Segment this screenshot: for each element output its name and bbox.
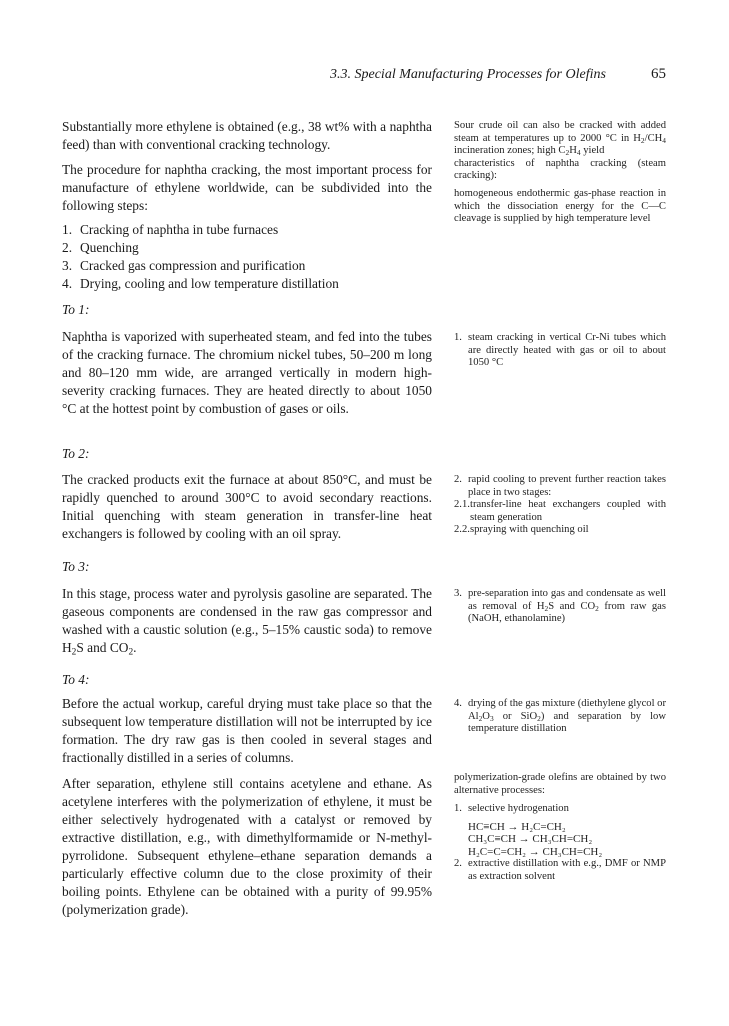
step-item: 2. Quenching bbox=[62, 240, 139, 255]
section-text-2: The cracked products exit the furnace at about 850°C, and must be rapidly quenched to around 300°C to avoid secondary reactions. Initial quenching with steam generation in transfer-line heat exchangers is followed by cooling with an oil spray. bbox=[62, 472, 432, 541]
section-4-paragraph-1: Before the actual workup, careful drying must take place so that the subsequent low temperature distillation will not be interrupted by ice formation. The dry raw gas is then cooled in several stages and fractionally distilled in a series of columns. bbox=[62, 696, 432, 765]
section-text-3: In this stage, process water and pyrolysis gasoline are separated. The gaseous components are condensed in the raw gas compressor and washed with a caustic solution (e.g., 5–15% caustic soda) to remove $H_2S$ and $CO_2$. bbox=[62, 586, 432, 658]
section-heading-4: To 4: bbox=[62, 672, 90, 687]
intro-paragraph-2: The procedure for naphtha cracking, the most important process for manufacture of ethylene worldwide, can be subdivided into the following steps: bbox=[62, 162, 432, 213]
sidenote-homogeneous: homogeneous endothermic gas-phase reaction in which the dissociation energy for the C—C cleavage is supplied by high temperature level bbox=[454, 187, 666, 225]
section-heading-2: To 2: bbox=[62, 446, 90, 461]
step-item: 4. Drying, cooling and low temperature distillation bbox=[62, 276, 339, 291]
section-text-4 bbox=[62, 695, 432, 919]
formula-propadiene: H₂C=C=CH₂ → CH₃CH=CH₂ bbox=[468, 845, 603, 858]
sidenote-5-intro: polymerization-grade olefins are obtained by two alternative processes: bbox=[454, 772, 666, 796]
section-4-paragraph-2: After separation, ethylene still contains acetylene and ethane. As acetylene interferes with the polymerization of ethylene, it must be either selectively hydrogenated with a catalyst or removed by extractive distillation, e.g., with dimethylformamide or N-methyl-pyrrolidone. Subsequent ethylene–ethane separation demands a particularly effective column due to the close proximity of their boiling points. Ethylene can be obtained with a purity of 99.95% (polymerization grade). bbox=[62, 776, 432, 917]
sidenote-4: 4. drying of the gas mixture (diethylene glycol or $Al_2O_3$ or SiO$_2$) and separation by low temperature distillation bbox=[454, 698, 667, 735]
section-text-1: Naphtha is vaporized with superheated steam, and fed into the tubes of the cracking furnace. The chromium nickel tubes, 50–200 m long and 80–120 mm wide, are arranged vertically in modern high-severity cracking furnaces. They are heated directly to about 1050 °C at the hottest point by combustion of gases or oils. bbox=[62, 329, 432, 416]
section-heading-1: To 1: bbox=[62, 302, 90, 317]
sidenote-1: 1. steam cracking in vertical Cr-Ni tubes which are directly heated with gas or oil to about 1050 °C bbox=[454, 332, 666, 369]
step-item: 3. Cracked gas compression and purification bbox=[62, 258, 306, 273]
formula-acetylene: HC≡CH → H₂C=CH₂ bbox=[468, 820, 566, 833]
page-number: 65 bbox=[651, 66, 666, 82]
section-heading-3: To 3: bbox=[62, 559, 90, 574]
step-list bbox=[62, 221, 432, 293]
intro-paragraph-1: Substantially more ethylene is obtained (e.g., 38 wt% with a naphtha feed) than with conventional cracking technology. bbox=[62, 119, 432, 152]
sidenote-intro bbox=[454, 120, 666, 226]
sidenote-sour-crude: Sour crude oil can also be cracked with added steam at temperatures up to 2000 °C in $H_2/CH_4$ incineration zones; high $C_2H_4$ yield bbox=[454, 120, 666, 158]
step-item: 1. Cracking of naphtha in tube furnaces bbox=[62, 222, 279, 237]
running-head: 3.3. Special Manufacturing Processes for Olefins bbox=[330, 67, 606, 82]
sidenote-2: 2. rapid cooling to prevent further reaction takes place in two stages: 2.1. transfer-line heat exchangers coupled with steam generation 2.2. spraying with quenching oil bbox=[454, 474, 666, 536]
sidenote-3: 3. pre-separation into gas and condensate as well as removal of $H_2S$ and $CO_2$ from raw gas (NaOH, ethanolamine) bbox=[454, 588, 666, 625]
sidenote-5: polymerization-grade olefins are obtained by two alternative processes: 1. selective hydrogenation HC≡CH → H₂C=CH₂ CH₃C≡CH → CH₃CH=CH₂ H₂C=C=CH₂ → CH₃CH=CH₂ 2. extractive distillation with e.g., DMF or NMP as extraction solvent bbox=[454, 772, 666, 882]
intro-block bbox=[62, 118, 432, 293]
formula-propyne: CH₃C≡CH → CH₃CH=CH₂ bbox=[468, 833, 593, 846]
sidenote-characteristics: characteristics of naphtha cracking (steam cracking): bbox=[454, 157, 666, 182]
